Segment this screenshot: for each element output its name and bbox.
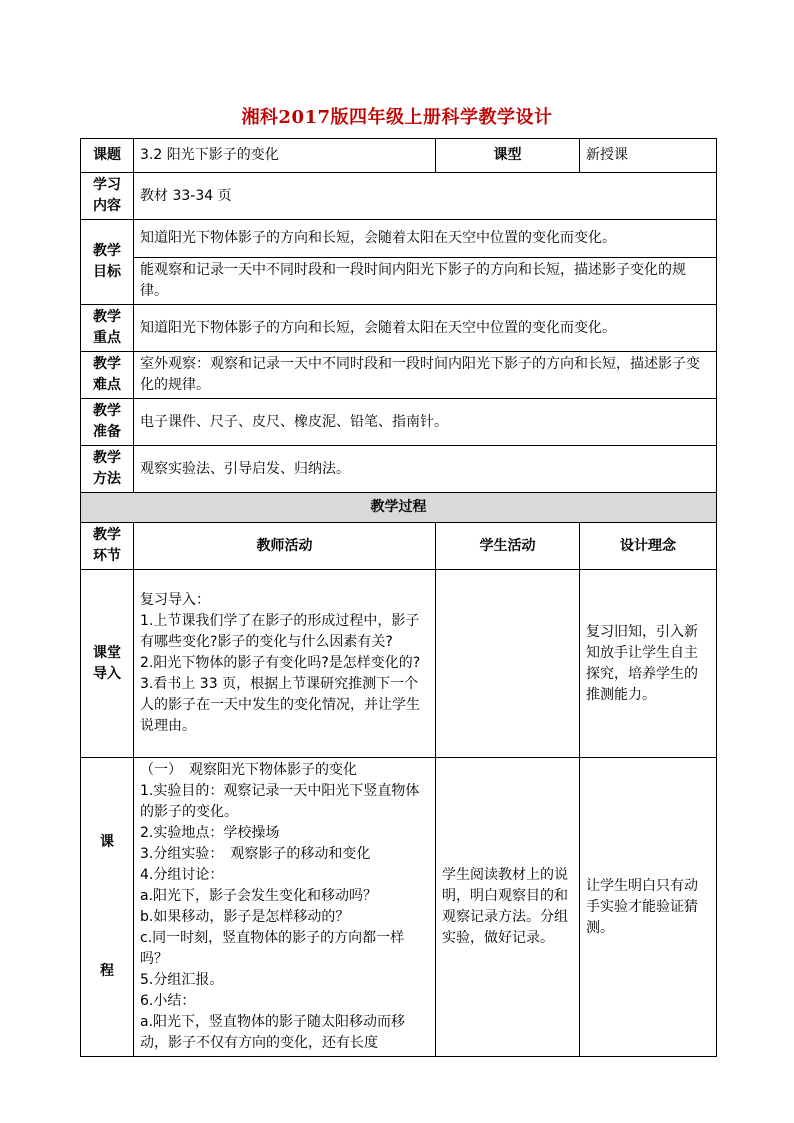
lesson-teacher-line: 6.小结： xyxy=(140,993,196,1009)
method-row xyxy=(81,446,717,493)
intro-teacher-line: 1.上节课我们学了在影子的形成过程中，影子有哪些变化?影子的变化与什么因素有关? xyxy=(140,613,420,650)
lesson-stage-label xyxy=(81,758,134,1057)
document-title: 湘科2017版四年级上册科学教学设计 xyxy=(241,107,553,128)
lesson-teacher-line: （一） 观察阳光下物体影子的变化 xyxy=(140,762,357,778)
difficulty-value: 室外观察：观察和记录一天中不同时段和一段时间内阳光下影子的方向和长短，描述影子变化的规律。 xyxy=(134,352,717,399)
intro-row xyxy=(81,570,717,758)
process-section-title: 教学过程 xyxy=(81,493,717,523)
lesson-teacher-line: 2.实验地点：学校操场 xyxy=(140,825,280,841)
lesson-teacher-cell xyxy=(134,758,436,1057)
goal-item-1: 知道阳光下物体影子的方向和长短，会随着太阳在天空中位置的变化而变化。 xyxy=(134,220,717,258)
lesson-teacher-line: a.阳光下，影子会发生变化和移动吗？ xyxy=(140,888,378,904)
intro-stage-label: 课堂导入 xyxy=(81,570,134,758)
difficulty-row xyxy=(81,352,717,399)
method-label: 教学方法 xyxy=(81,446,134,493)
lesson-teacher-line: a.阳光下，竖直物体的影子随太阳移动而移动，影子不仅有方向的变化，还有长度 xyxy=(140,1014,406,1051)
goal-label: 教学目标 xyxy=(81,220,134,305)
lesson-teacher-line: c.同一时刻，竖直物体的影子的方向都一样吗？ xyxy=(140,930,405,967)
goal-row-2 xyxy=(81,258,717,305)
prep-row xyxy=(81,399,717,446)
content-label: 学习内容 xyxy=(81,173,134,220)
lesson-stage-char-2: 程 xyxy=(100,963,114,979)
focus-value: 知道阳光下物体影子的方向和长短，会随着太阳在天空中位置的变化而变化。 xyxy=(134,305,717,352)
process-section-row xyxy=(81,493,717,523)
col-student-header: 学生活动 xyxy=(436,523,580,570)
lesson-teacher-line: 4.分组讨论： xyxy=(140,867,224,883)
goal-item-2: 能观察和记录一天中不同时段和一段时间内阳光下影子的方向和长短，描述影子变化的规律。 xyxy=(134,258,717,305)
col-teacher-header: 教师活动 xyxy=(134,523,436,570)
intro-teacher-line: 2.阳光下物体的影子有变化吗?是怎样变化的? xyxy=(140,655,421,671)
difficulty-label: 教学难点 xyxy=(81,352,134,399)
intro-teacher-line: 3.看书上 33 页，根据上节课研究推测下一个人的影子在一天中发生的变化情况，并让学生说理由。 xyxy=(140,676,420,734)
lesson-teacher-line: b.如果移动，影子是怎样移动的？ xyxy=(140,909,350,925)
lesson-plan-table xyxy=(80,138,717,1057)
prep-label: 教学准备 xyxy=(81,399,134,446)
content-value: 教材 33-34 页 xyxy=(134,173,717,220)
intro-teacher-cell xyxy=(134,570,436,758)
topic-value: 3.2 阳光下影子的变化 xyxy=(134,139,436,173)
topic-row xyxy=(81,139,717,173)
lesson-design-cell: 让学生明白只有动手实验才能验证猜测。 xyxy=(580,758,717,1057)
intro-design-cell: 复习旧知，引入新知放手让学生自主探究，培养学生的推测能力。 xyxy=(580,570,717,758)
lesson-row xyxy=(81,758,717,1057)
lesson-stage-char-1: 课 xyxy=(100,834,114,850)
lesson-teacher-line: 3.分组实验： 观察影子的移动和变化 xyxy=(140,846,371,862)
goal-row-1 xyxy=(81,220,717,258)
intro-student-cell xyxy=(436,570,580,758)
focus-label: 教学重点 xyxy=(81,305,134,352)
type-value: 新授课 xyxy=(580,139,717,173)
lesson-teacher-line: 5.分组汇报。 xyxy=(140,972,224,988)
topic-label: 课题 xyxy=(81,139,134,173)
col-stage-header: 教学环节 xyxy=(81,523,134,570)
content-row xyxy=(81,173,717,220)
intro-teacher-line: 复习导入： xyxy=(140,592,210,608)
process-header-row xyxy=(81,523,717,570)
method-value: 观察实验法、引导启发、归纳法。 xyxy=(134,446,717,493)
lesson-teacher-line: 1.实验目的：观察记录一天中阳光下竖直物体的影子的变化。 xyxy=(140,783,420,820)
prep-value: 电子课件、尺子、皮尺、橡皮泥、铅笔、指南针。 xyxy=(134,399,717,446)
type-label: 课型 xyxy=(436,139,580,173)
lesson-student-cell: 学生阅读教材上的说明，明白观察目的和观察记录方法。分组实验，做好记录。 xyxy=(436,758,580,1057)
focus-row xyxy=(81,305,717,352)
col-design-header: 设计理念 xyxy=(580,523,717,570)
